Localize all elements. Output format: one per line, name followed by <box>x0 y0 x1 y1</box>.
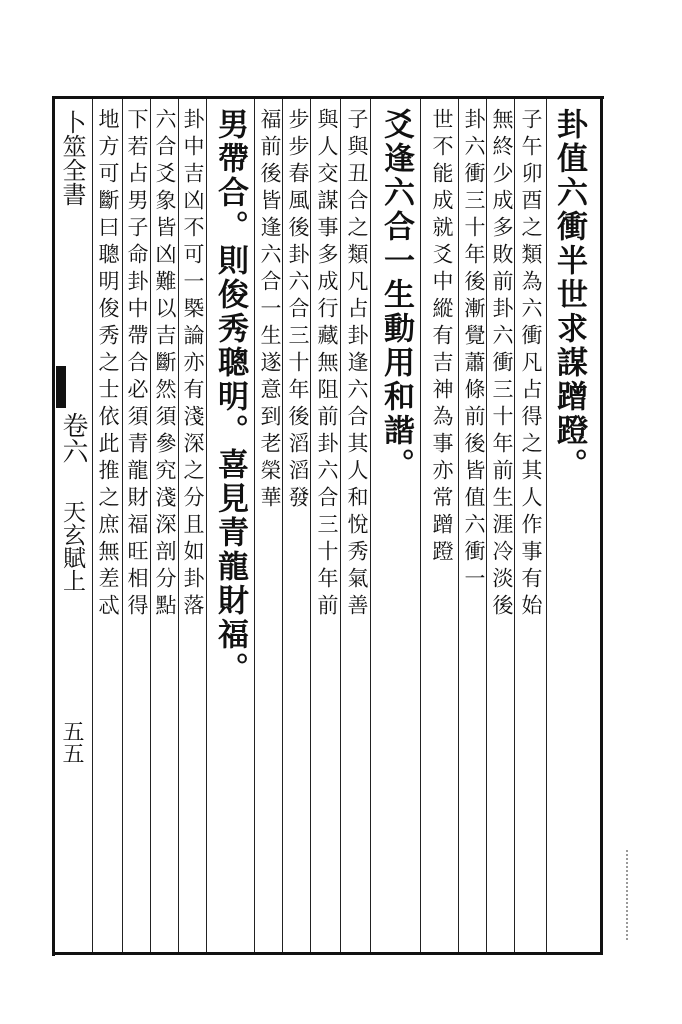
frame-top-border <box>52 96 604 99</box>
column-rule <box>310 99 311 952</box>
column-rule <box>150 99 151 952</box>
text-column: 無終少成多敗前卦六衝三十年前生涯冷淡後 <box>490 108 514 621</box>
text-column: 地方可斷曰聰明俊秀之士依此推之庶無差忒 <box>96 108 120 621</box>
text-column: 六合爻象皆凶難以吉斷然須參究淺深剖分點 <box>153 108 177 621</box>
text-column: 下若占男子命卦中帶合必須青龍財福旺相得 <box>125 108 149 621</box>
column-rule <box>514 99 515 952</box>
text-column: 世不能成就爻中縱有吉神為事亦常蹭蹬 <box>430 108 454 567</box>
column-rule <box>206 99 207 952</box>
text-column: 子與丑合之類凡占卦逢六合其人和悅秀氣善 <box>345 108 369 621</box>
text-column: 卦六衝三十年後漸覺蕭條前後皆值六衝一 <box>462 108 486 594</box>
column-rule <box>282 99 283 952</box>
column-rule <box>486 99 487 952</box>
book-title: 卜筮全書 <box>58 110 86 206</box>
column-rule <box>92 99 93 952</box>
heading-column-1: 卦值六衝半世求謀蹭蹬。 <box>551 108 587 482</box>
fish-tail-mark <box>56 366 66 408</box>
frame-right-border <box>600 96 603 954</box>
text-column: 卦中吉凶不可一槩論亦有淺深之分且如卦落 <box>181 108 205 621</box>
column-rule <box>178 99 179 952</box>
page-edge-mark <box>612 850 628 940</box>
page-number: 五五 <box>59 720 84 764</box>
text-column: 步步春風後卦六合三十年後滔滔發 <box>286 108 310 513</box>
heading-column-3: 男帶合。則俊秀聰明。喜見青龍財福。 <box>212 108 248 686</box>
frame-bottom-border <box>52 952 603 955</box>
column-rule <box>254 99 255 952</box>
heading-column-2: 爻逢六合一生動用和諧。 <box>378 108 414 482</box>
column-rule <box>546 99 547 952</box>
text-column: 子午卯酉之類為六衝凡占得之其人作事有始 <box>519 108 543 621</box>
column-rule <box>458 99 459 952</box>
column-rule <box>122 99 123 952</box>
column-rule <box>370 99 371 952</box>
volume-label: 卷六 <box>58 412 88 464</box>
column-rule <box>340 99 341 952</box>
frame-left-border <box>52 96 55 956</box>
text-column: 與人交謀事多成行藏無阻前卦六合三十年前 <box>315 108 339 621</box>
text-column: 福前後皆逢六合一生遂意到老榮華 <box>258 108 282 513</box>
section-label: 天玄賦上 <box>59 500 85 592</box>
column-rule <box>420 99 421 952</box>
